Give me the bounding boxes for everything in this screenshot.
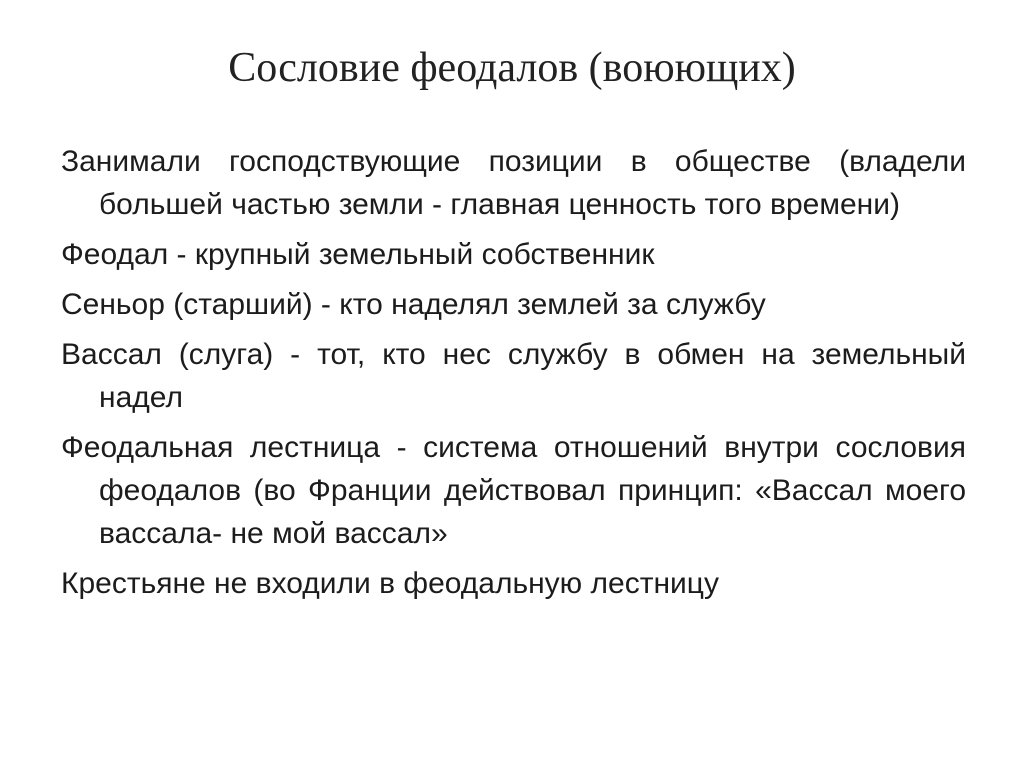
slide-body-list	[61, 140, 966, 612]
list-item: Занимали господствующие позиции в обществе (владели большей частью земли - главная ценность того времени)	[61, 145, 966, 221]
list-item: Крестьяне не входили в феодальную лестницу	[61, 567, 719, 600]
list-item: Сеньор (старший) - кто наделял землей за службу	[61, 288, 766, 321]
list-item: Феодальная лестница - система отношений внутри сословия феодалов (во Франции действовал принцип: «Вассал моего вассала- не мой вассал»	[61, 431, 966, 550]
slide-title: Сословие феодалов (воюющих)	[228, 45, 796, 91]
list-item: Феодал - крупный земельный собственник	[61, 238, 655, 271]
list-item: Вассал (слуга) - тот, кто нес службу в обмен на земельный надел	[61, 338, 966, 414]
